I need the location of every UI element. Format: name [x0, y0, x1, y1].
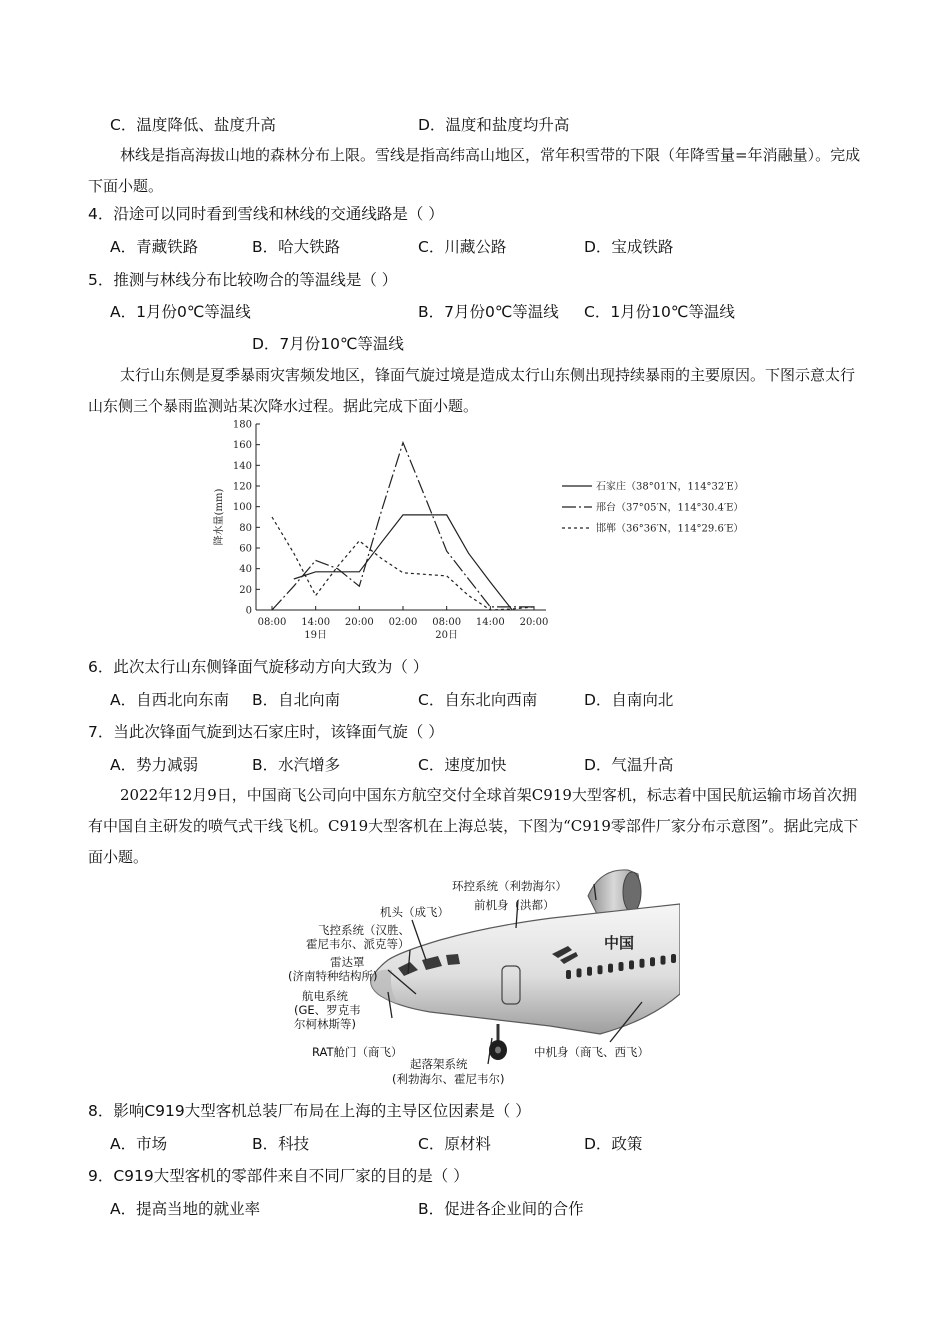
q3-option-d: D．温度和盐度均升高 — [418, 116, 570, 134]
day-label: 20日 — [435, 630, 459, 641]
cabin-window — [629, 960, 634, 969]
q4-option-c: C．川藏公路 — [418, 238, 507, 256]
cabin-window — [577, 968, 582, 977]
cabin-window — [587, 967, 592, 976]
cabin-window — [671, 954, 676, 963]
q5-option-a: A．1月份0℃等温线 — [110, 303, 251, 321]
x-tick-label: 14:00 — [475, 617, 505, 628]
label-radome-1: 雷达罩 — [330, 955, 365, 969]
passage-treeline: 林线是指高海拔山地的森林分布上限。雪线是指高纬高山地区，常年积雪带的下限（年降雪量=年消融量）。完成下面小题。 — [88, 146, 861, 195]
q5-option-b: B．7月份0℃等温线 — [418, 303, 559, 321]
x-tick-label: 08:00 — [257, 617, 287, 628]
cabin-window — [619, 962, 624, 971]
q7-option-b: B．水汽增多 — [252, 756, 341, 774]
q5-option-c: C．1月份10℃等温线 — [584, 303, 735, 321]
q9-option-b: B．促进各企业间的合作 — [418, 1200, 584, 1218]
series-line-0 — [294, 515, 512, 610]
x-tick-label: 14:00 — [301, 617, 331, 628]
y-tick-label: 60 — [239, 543, 252, 555]
y-tick-label: 160 — [232, 440, 252, 452]
precipitation-chart — [200, 416, 780, 646]
cabin-window — [640, 959, 645, 968]
y-tick-label: 100 — [232, 502, 252, 514]
q3-option-c: C．温度降低、盐度升高 — [110, 116, 276, 134]
label-avionics-2: (GE、罗克韦 — [294, 1003, 361, 1017]
y-tick-label: 180 — [232, 419, 252, 431]
q8-option-b: B．科技 — [252, 1135, 310, 1153]
y-tick-label: 40 — [239, 564, 252, 576]
cabin-window — [566, 970, 571, 979]
q9-stem: 9．C919大型客机的零部件来自不同厂家的目的是（ ） — [88, 1167, 469, 1185]
q9-option-a: A．提高当地的就业率 — [110, 1200, 261, 1218]
q4-option-d: D．宝成铁路 — [584, 238, 674, 256]
q7-option-a: A．势力减弱 — [110, 756, 199, 774]
label-mid-fuselage: 中机身（商飞、西飞） — [534, 1045, 649, 1059]
q7-stem: 7．当此次锋面气旋到达石家庄时，该锋面气旋（ ） — [88, 723, 444, 741]
y-tick-label: 80 — [239, 522, 252, 534]
label-radome-2: (济南特种结构所) — [288, 969, 378, 983]
y-tick-label: 0 — [245, 605, 252, 617]
y-tick-label: 120 — [232, 481, 252, 493]
label-rat-door: RAT舱门（商飞） — [312, 1045, 403, 1059]
day-label: 19日 — [304, 630, 328, 641]
q6-option-c: C．自东北向西南 — [418, 691, 538, 709]
label-avionics-3: 尔柯林斯等) — [294, 1017, 356, 1031]
fuselage-text: 中国 — [604, 934, 635, 952]
q6-option-a: A．自西北向东南 — [110, 691, 230, 709]
q8-option-a: A．市场 — [110, 1135, 168, 1153]
cabin-window — [650, 957, 655, 966]
legend-label: 邢台（37°05′N，114°30.4′E） — [596, 502, 744, 514]
cabin-window — [598, 965, 603, 974]
label-flight-control-2: 霍尼韦尔、派克等） — [306, 937, 410, 951]
x-tick-label: 08:00 — [432, 617, 462, 628]
y-axis-label: 降水量(mm) — [214, 488, 225, 546]
cabin-window — [608, 964, 613, 973]
q4-option-b: B．哈大铁路 — [252, 238, 341, 256]
q6-option-d: D．自南向北 — [584, 691, 674, 709]
passage-c919: 2022年12月9日，中国商飞公司向中国东方航空交付全球首架C919大型客机，标志着中国民航运输市场首次拥有中国自主研发的喷气式干线飞机。C919大型客机在上海总装，下图为“C919零部件厂家分布示意图”。据此完成下面小题。 — [88, 786, 859, 866]
q7-option-c: C．速度加快 — [418, 756, 507, 774]
passage-taihang: 太行山东侧是夏季暴雨灾害频发地区，锋面气旋过境是造成太行山东侧出现持续暴雨的主要原因。下图示意太行山东侧三个暴雨监测站某次降水过程。据此完成下面小题。 — [88, 366, 856, 415]
label-front-fuselage: 前机身（洪都） — [474, 898, 555, 912]
label-flight-control-1: 飞控系统（汉胜、 — [318, 923, 410, 937]
q6-option-b: B．自北向南 — [252, 691, 341, 709]
q8-stem: 8．影响C919大型客机总装厂布局在上海的主导区位因素是（ ） — [88, 1102, 531, 1120]
series-line-1 — [272, 443, 534, 610]
label-env-control: 环控系统（利勃海尔） — [452, 879, 567, 893]
legend-label: 石家庄（38°01′N，114°32′E） — [596, 481, 744, 493]
q5-option-d: D．7月份10℃等温线 — [252, 335, 404, 353]
label-landing-gear-1: 起落架系统 — [410, 1057, 468, 1071]
q8-option-c: C．原材料 — [418, 1135, 491, 1153]
c919-parts-diagram — [270, 866, 680, 1090]
x-tick-label: 20:00 — [344, 617, 374, 628]
q7-option-d: D．气温升高 — [584, 756, 674, 774]
q5-stem: 5．推测与林线分布比较吻合的等温线是（ ） — [88, 271, 398, 289]
q4-option-a: A．青藏铁路 — [110, 238, 199, 256]
fuselage — [371, 904, 680, 1034]
label-nose: 机头（成飞） — [380, 905, 449, 919]
y-tick-label: 20 — [239, 584, 252, 596]
legend-label: 邯郸（36°36′N，114°29.6′E） — [596, 523, 744, 535]
label-landing-gear-2: (利勃海尔、霍尼韦尔) — [392, 1072, 505, 1086]
x-tick-label: 20:00 — [519, 617, 549, 628]
q8-option-d: D．政策 — [584, 1135, 643, 1153]
q4-stem: 4．沿途可以同时看到雪线和林线的交通线路是（ ） — [88, 205, 444, 223]
label-avionics-1: 航电系统 — [302, 989, 348, 1003]
series-line-2 — [272, 517, 534, 610]
y-tick-label: 140 — [232, 460, 252, 472]
x-tick-label: 02:00 — [388, 617, 418, 628]
q6-stem: 6．此次太行山东侧锋面气旋移动方向大致为（ ） — [88, 658, 429, 676]
cabin-window — [661, 956, 666, 965]
